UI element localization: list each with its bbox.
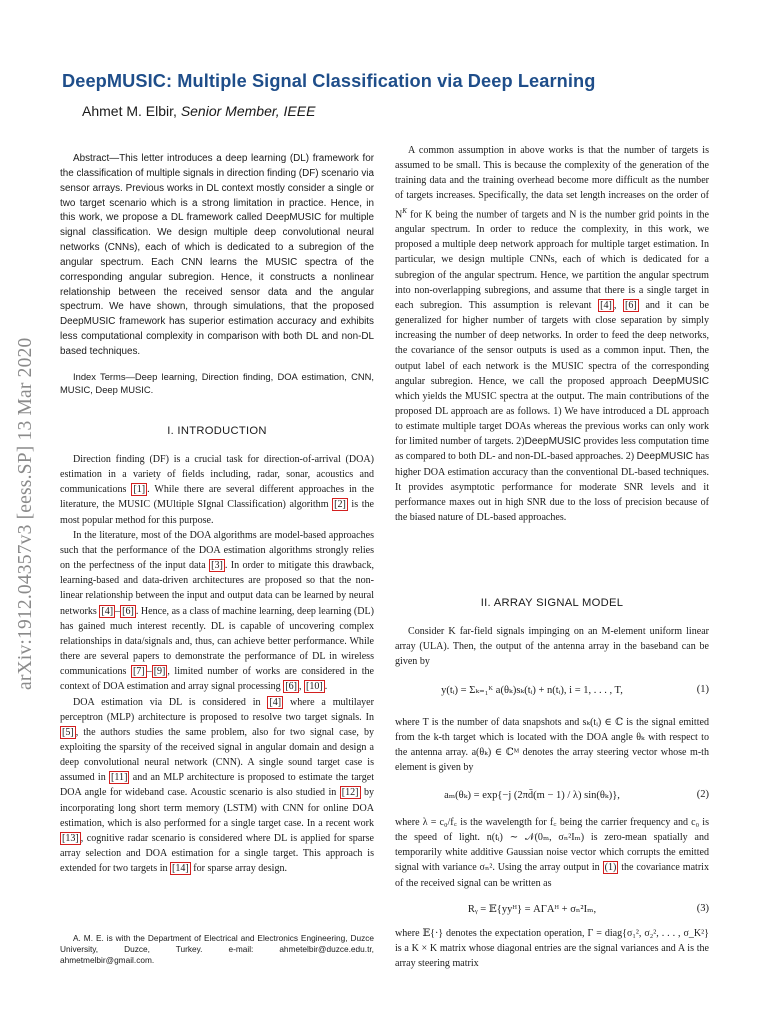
equation-1-body: y(tᵢ) = Σₖ₌₁ᴷ a(θₖ)sₖ(tᵢ) + n(tᵢ), i = 1, . . . , T, [441,685,623,696]
citation-link[interactable]: [4] [269,696,282,708]
intro-paragraph-2: In the literature, most of the DOA algorithms are model-based approaches such that the performance of the DOA estimation algorithms strongly relies on the perfectness of the input data [3] . In order to mitigate this drawback, learning-based and data-driven architectures are proposed so that the non-linear relationship between the input and output data can be learned by neural networks [4] – [6] . Hence, as a class of machine learning, deep learning (DL) has gained much interest recently. DL is capable of uncovering complex relationships in data/signals and, thus, can achieve better performance. While there are several papers to demonstrate the performance of DL in wireless communications [7] – [9] , limited number of works are considered in the context of DOA estimation and array signal processing [6] , [10] . [60,529,375,693]
citation-link[interactable]: [13] [62,832,79,844]
citation-link[interactable]: [5] [62,726,74,738]
model-paragraph-3: where λ = c₀/f꜀ is the wavelength for f꜀ being the carrier frequency and c₀ is the speed of light. n(tᵢ) ∼ 𝒩(0ₘ, σₙ²Iₘ) is zero-mean spatially and temporarily white additive Gaussian noise vector which corrupts the emitted signal with variance σₙ². Using the array output in (1) the covariance matrix of the received signal can be written as [395,817,709,889]
intro-paragraph-1: Direction finding (DF) is a crucial task for direction-of-arrival (DOA) estimation in a variety of fields including, radar, sonar, acoustics and communications [1] . While there are several different approaches in the literature, the MUSIC (MUltiple SIgnal Classification) algorithm [2] is the most popular method for this purpose. [60,454,374,526]
author-line [82,103,315,119]
equation-2-body: aₘ(θₖ) = exp{−j (2πd̄(m − 1) / λ) sin(θₖ)}, [444,790,620,801]
equation-number: (2) [696,789,709,800]
equation-1 [395,684,709,704]
citation-link[interactable]: [11] [111,772,128,784]
section-heading-introduction: I. INTRODUCTION [167,425,267,437]
intro-body [60,452,374,876]
citation-link[interactable]: [9] [153,666,166,678]
equation-number: (3) [696,903,709,914]
author-name: Ahmet M. Elbir, [82,103,181,119]
intro-paragraph-3: DOA estimation via DL is considered in [4] where a multilayer perceptron (MLP) architecture is proposed to resolve two target signals. In [5] , the authors studies the same problem, also for two signal case, by exploiting the sparsity of the received signal in angular domain and design a deep convolutional neural network (CNN). A single sound target case is assumed in [11] and an MLP architecture is proposed to estimate the target DOA angle for wideband case. Acoustic scenario is also studied in [12] by incorporating long short term memory (LSTM) with CNN for online DOA estimation, which is also performed for a single target case. In a recent work [13] , cognitive radar scenario is considered where DL is applied for sparse array selection and DOA estimation for a single target. This approach is extended for two targets in [14] for sparse array design. [60,696,375,875]
right-paragraph-1: A common assumption in above works is that the number of targets is assumed to be small. This is because the complexity of the generation of the training data and the training overhead become more difficult as the number of targets increases. Specifically, the data set length increases on the order of $N^K$ for K being the number of targets and N is the number grid points in the angular spectrum. In order to reduce the complexity, in this work, we proposed a multiple deep network approach for multiple target estimation. In particular, we design multiple CNNs, each of which is dedicated for a subregion of the angular spectrum. Hence, we partition the angular spectrum into non-overlapping subregions, and assume that there is a single target in each subregion. This assumption is relevant [4] , [6] and it can be generalized for higher number of targets with close separation by simply increasing the number of deep networks. In order to feed the deep networks, the covariance of the sensor outputs is used as a common input. Then, the output label of each network is the MUSIC spectra of the corresponding angular subregion. Hence, we call the proposed approach DeepMUSIC which yields the MUSIC spectra at the output. The main contributions of the proposed DL approach are as follows. 1) We have introduced a DL approach to estimate multiple target DOAs whereas the previous works can only work for limited number of targets. 2)DeepMUSIC provides less computation time as compared to both DL- and non-DL-based approaches. 2) DeepMUSIC has higher DOA estimation accuracy than the conventional DL-based techniques. It provides asymptotic performance for moderate SNR levels and it performance maxes out in high SNR due to the loss of precision because of the biased nature of DL-based approaches. [395,145,709,524]
citation-link[interactable]: [7] [132,666,145,678]
citation-link[interactable]: (1) [604,862,617,874]
arxiv-identifier: arXiv:1912.04357v3 [eess.SP] 13 Mar 2020 [15,337,36,690]
contributions-body [395,143,709,525]
author-affiliation: Senior Member, IEEE [180,103,316,119]
model-paragraph-4: where 𝔼{·} denotes the expectation operation, Γ = diag{σ₁², σ₂², . . . , σ_K²} is a K × K matrix whose diagonal entries are the signal variances and A is the array steering matrix [395,928,709,970]
citation-link[interactable]: [6] [625,299,637,311]
citation-link[interactable]: [10] [305,681,323,693]
paper-title: DeepMUSIC: Multiple Signal Classification via Deep Learning [62,71,596,91]
citation-link[interactable]: [14] [172,863,189,875]
citation-link[interactable]: [2] [334,499,346,511]
model-paragraph-1: Consider K far-field signals impinging on an M-element uniform linear array (ULA). Then, the output of the antenna array in the baseband can be given by [395,626,709,668]
equation-3-body: Rᵧ = 𝔼{yyᴴ} = AΓAᴴ + σₙ²Iₘ, [467,904,597,915]
citation-link[interactable]: [1] [133,484,146,496]
citation-link[interactable]: [6] [122,605,134,617]
equation-2 [395,789,709,809]
index-terms: Index Terms—Deep learning, Direction finding, DOA estimation, CNN, MUSIC, Deep MUSIC. [60,371,374,395]
model-paragraph-2: where T is the number of data snapshots and sₖ(tᵢ) ∈ ℂ is the signal emitted from the k-th target which is located with the DOA angle θₖ with respect to the antenna array. a(θₖ) ∈ ℂᴹ denotes the array steering vector whose m-th element is given by [395,717,709,774]
citation-link[interactable]: [4] [600,299,612,311]
section-heading-array-signal-model: II. ARRAY SIGNAL MODEL [480,597,624,609]
equation-number: (1) [696,684,709,695]
citation-link[interactable]: [4] [101,605,114,617]
citation-link[interactable]: [3] [211,560,223,572]
citation-link[interactable]: [12] [341,787,359,799]
equation-3 [395,903,709,923]
footnote-affiliation: A. M. E. is with the Department of Electrical and Electronics Engineering, Duzce University, Duzce, Turkey. e-mail: ahmetelbir@duzce.edu.tr, ahmetmelbir@gmail.com. [60,933,374,966]
citation-link[interactable]: [6] [285,681,297,693]
abstract: Abstract—This letter introduces a deep learning (DL) framework for the classification of multiple signals in direction finding (DF) scenario via sensor arrays. Previous works in DL context mostly consider a single or two target scenario which is a strong limitation in practice. Hence, in this work, we propose a DL framework called DeepMUSIC for multiple signal classification. We design multiple deep convolutional neural networks (CNNs), each of which is dedicated to a subregion of the angular spectrum. Each CNN learns the MUSIC spectra of the corresponding angular subregion. Hence, it constructs a nonlinear relationship between the received sensor data and the angular spectrum. We have shown, through simulations, that the proposed DeepMUSIC framework has superior estimation accuracy and exhibits less computational complexity in comparison with both DL and non-DL based techniques. [60,153,374,357]
